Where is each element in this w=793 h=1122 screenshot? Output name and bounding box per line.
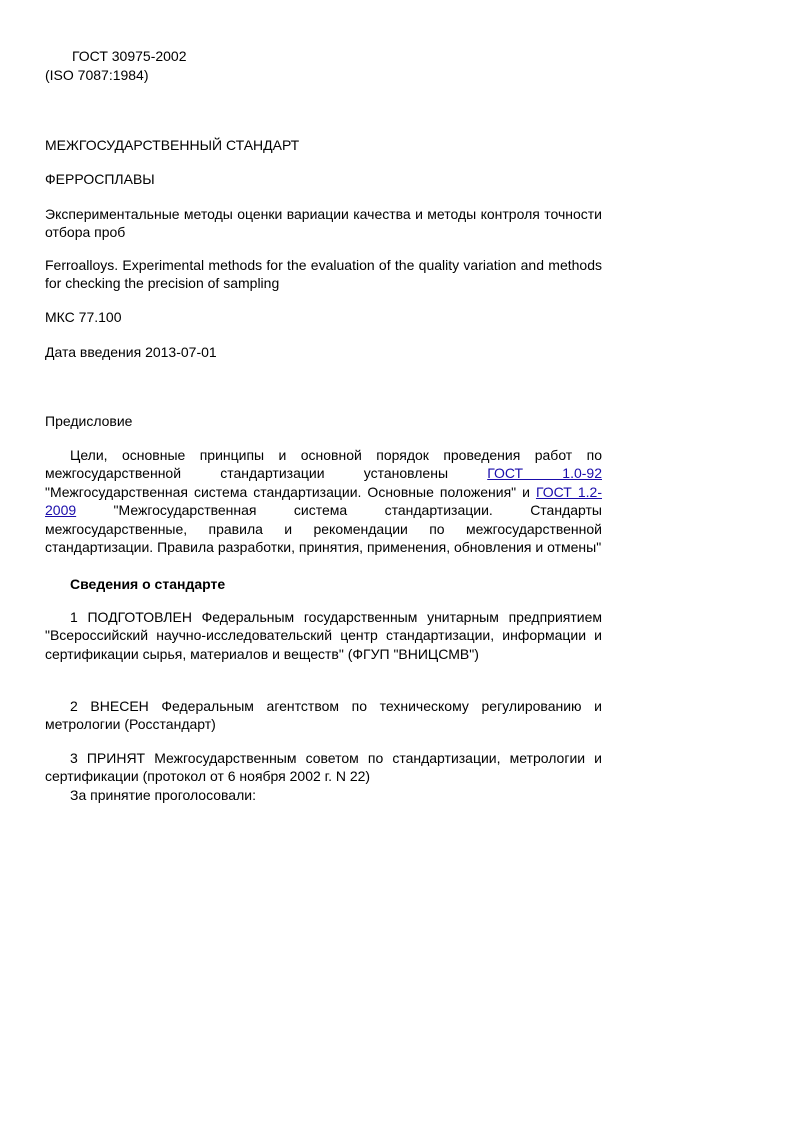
voted-for-label: За принятие проголосовали: — [70, 787, 256, 803]
foreword-paragraph — [45, 446, 602, 556]
gost-1-0-92-link[interactable]: ГОСТ 1.0-92 — [487, 465, 602, 482]
standard-type-heading: МЕЖГОСУДАРСТВЕННЫЙ СТАНДАРТ — [45, 137, 300, 153]
about-item-prepared: 1 ПОДГОТОВЛЕН Федеральным государственным унитарным предприятием "Всероссийский научно-исследовательский центр стандартизации, информации и сертификации сырья, материалов и веществ" (ФГУП "ВНИЦСМВ") — [45, 609, 602, 662]
about-standard-heading: Сведения о стандарте — [70, 576, 226, 592]
introduction-date: Дата введения 2013-07-01 — [45, 344, 217, 360]
iso-reference: (ISO 7087:1984) — [45, 67, 149, 83]
about-item-adopted: 3 ПРИНЯТ Межгосударственным советом по стандартизации, метрологии и сертификации (протокол от 6 ноября 2002 г. N 22) — [45, 750, 602, 785]
gost-number: ГОСТ 30975-2002 — [72, 48, 187, 64]
about-item-submitted: 2 ВНЕСЕН Федеральным агентством по техническому регулированию и метрологии (Росстандарт) — [45, 698, 602, 733]
foreword-text-2: "Межгосударственная система стандартизации. Основные положения" и — [45, 483, 536, 500]
gost-1-2-2009-link[interactable]: ГОСТ 1.2-2009 — [45, 483, 602, 519]
mks-code: МКС 77.100 — [45, 309, 122, 325]
foreword-text-3: "Межгосударственная система стандартизации. Стандарты межгосударственные, правила и рекомендации по межгосударственной стандартизации. Правила разработки, принятия, применения, обновления и отмены" — [45, 502, 602, 556]
foreword-heading: Предисловие — [45, 413, 133, 429]
foreword-text-1: Цели, основные принципы и основной порядок проведения работ по межгосударственной стандартизации установлены — [45, 447, 602, 482]
document-page — [45, 0, 602, 1122]
title-english: Ferroalloys. Experimental methods for the evaluation of the quality variation and methods for checking the precision of sampling — [45, 257, 602, 292]
title-russian: Экспериментальные методы оценки вариации качества и методы контроля точности отбора проб — [45, 206, 602, 241]
subject-heading: ФЕРРОСПЛАВЫ — [45, 171, 155, 187]
